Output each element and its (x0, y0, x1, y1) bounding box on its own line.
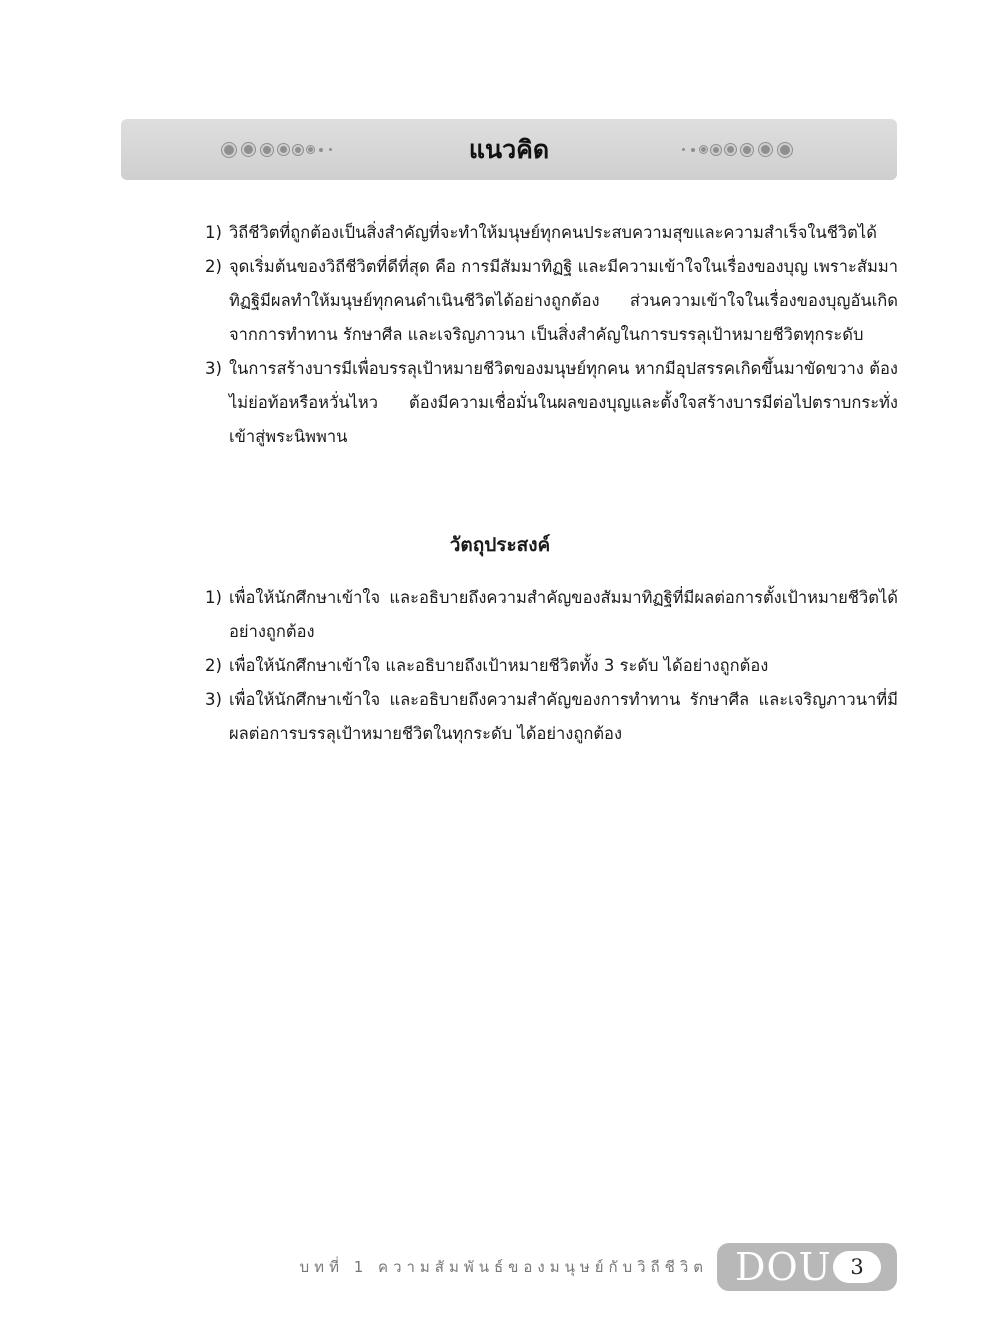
list-text: เพื่อให้นักศึกษาเข้าใจ และอธิบายถึงเป้าหมายชีวิตทั้ง 3 ระดับ ได้อย่างถูกต้อง (229, 656, 769, 675)
decorative-dots-right (681, 119, 793, 180)
dou-logo: DOU (735, 1245, 832, 1289)
section-title: แนวคิด (468, 135, 550, 164)
list-item (205, 352, 898, 454)
list-item (205, 649, 898, 683)
circle-icon (691, 148, 695, 152)
list-item (205, 216, 898, 250)
list-item (205, 581, 898, 649)
list-number: 1) (205, 588, 222, 607)
page-number: 3 (833, 1251, 881, 1283)
list-number: 1) (205, 223, 222, 242)
circle-icon (743, 146, 751, 154)
section-header-banner (121, 119, 897, 180)
concept-list (205, 216, 898, 454)
list-item (205, 250, 898, 352)
list-text: เพื่อให้นักศึกษาเข้าใจ และอธิบายถึงความสำคัญของการทำทาน รักษาศีล และเจริญภาวนาที่มีผลต่อการบรรลุเป้าหมายชีวิตในทุกระดับ ได้อย่างถูกต้อง (229, 690, 898, 743)
circle-icon (780, 145, 790, 155)
circle-icon (701, 147, 706, 152)
objectives-list (205, 581, 898, 751)
list-text: จุดเริ่มต้นของวิถีชีวิตที่ดีที่สุด คือ การมีสัมมาทิฏฐิ และมีความเข้าใจในเรื่องของบุญ เพราะสัมมาทิฏฐิมีผลทำให้มนุษย์ทุกคนดำเนินชีวิตได้อย่างถูกต้อง ส่วนความเข้าใจในเรื่องของบุญอันเกิดจากการทำทาน รักษาศีล และเจริญภาวนา เป็นสิ่งสำคัญในการบรรลุเป้าหมายชีวิตทุกระดับ (229, 257, 898, 344)
circle-icon (713, 147, 719, 153)
list-text: ในการสร้างบารมีเพื่อบรรลุเป้าหมายชีวิตของมนุษย์ทุกคน หากมีอุปสรรคเกิดขึ้นมาขัดขวาง ต้องไม่ย่อท้อหรือหวั่นไหว ต้องมีความเชื่อมั่นในผลของบุญและตั้งใจสร้างบารมีต่อไปตราบกระทั่งเข้าสู่พระนิพพาน (229, 359, 898, 446)
circle-icon (761, 145, 770, 154)
circle-icon (727, 146, 734, 153)
list-number: 3) (205, 359, 222, 378)
list-number: 2) (205, 257, 222, 276)
list-number: 3) (205, 690, 222, 709)
list-text: วิถีชีวิตที่ถูกต้องเป็นสิ่งสำคัญที่จะทำให้มนุษย์ทุกคนประสบความสุขและความสำเร็จในชีวิตได้ (229, 223, 877, 242)
footer-badge (717, 1243, 897, 1291)
list-text: เพื่อให้นักศึกษาเข้าใจ และอธิบายถึงความสำคัญของสัมมาทิฏฐิที่มีผลต่อการตั้งเป้าหมายชีวิตได้อย่างถูกต้อง (229, 588, 898, 641)
list-number: 2) (205, 656, 222, 675)
objectives-heading: วัตถุประสงค์ (449, 534, 551, 556)
list-item (205, 683, 898, 751)
footer-chapter-title: บทที่ 1 ความสัมพันธ์ของมนุษย์กับวิถีชีวิต (299, 1258, 708, 1276)
circle-icon (682, 148, 685, 151)
